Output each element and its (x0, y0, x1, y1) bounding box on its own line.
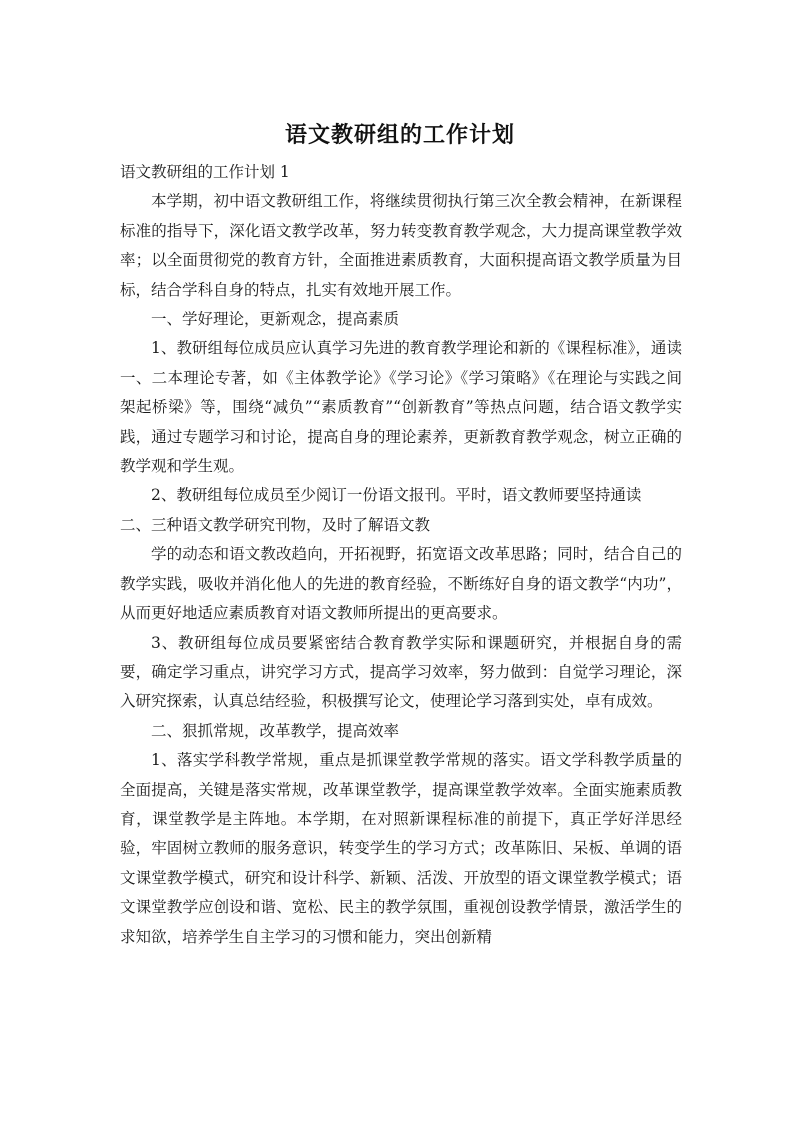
paragraph-1-2: 2、教研组每位成员至少阅订一份语文报刊。平时，语文教师要坚持通读 (151, 486, 642, 505)
document-body (120, 158, 682, 952)
document-title: 语文教研组的工作计划 (284, 123, 515, 148)
paragraph-intro: 本学期，初中语文教研组工作，将继续贯彻执行第三次全教会精神，在新课程标准的指导下，深化语文教学改革，努力转变教育教学观念，大力提高课堂教学效率；以全面贯彻党的教育方针，全面推进素质教育，大面积提高语文教学质量为目标，结合学科自身的特点，扎实有效地开展工作。 (120, 192, 682, 299)
section-heading-1: 一、学好理论，更新观念，提高素质 (151, 310, 400, 329)
document-subtitle: 语文教研组的工作计划 1 (120, 163, 290, 181)
paragraph-1-1: 1、教研组每位成员应认真学习先进的教育教学理论和新的《课程标准》，通读一、二本理论专著，如《主体教学论》《学习论》《学习策略》《在理论与实践之间架起桥梁》等，围绕“减负”“素质教育”“创新教育”等热点问题，结合语文教学实践，通过专题学习和讨论，提高自身的理论素养，更新教育教学观念，树立正确的教学观和学生观。 (120, 339, 682, 476)
paragraph-1-3: 3、教研组每位成员要紧密结合教育教学实际和课题研究，并根据自身的需要，确定学习重点，讲究学习方式，提高学习效率，努力做到：自觉学习理论，深入研究探索，认真总结经验，积极撰写论文，使理论学习落到实处，卓有成效。 (120, 633, 682, 711)
paragraph-2-1: 1、落实学科教学常规，重点是抓课堂教学常规的落实。语文学科教学质量的全面提高，关键是落实常规，改革课堂教学，提高课堂教学效率。全面实施素质教育，课堂教学是主阵地。本学期，在对照新课程标准的前提下，真正学好洋思经验，牢固树立教师的服务意识，转变学生的学习方式；改革陈旧、呆板、单调的语文课堂教学模式，研究和设计科学、新颖、活泼、开放型的语文课堂教学模式；语文课堂教学应创设和谐、宽松、民主的教学氛围，重视创设教学情景，激活学生的求知欲，培养学生自主学习的习惯和能力，突出创新精 (120, 751, 682, 946)
paragraph-1-2-continued: 二、三种语文教学研究刊物，及时了解语文教 (120, 515, 431, 534)
paragraph-1-2-body: 学的动态和语文教改趋向，开拓视野，拓宽语文改革思路；同时，结合自己的教学实践，吸收并消化他人的先进的教育经验，不断练好自身的语文教学“内功”，从而更好地适应素质教育对语文教师所提出的更高要求。 (120, 545, 682, 623)
section-heading-2: 二、狠抓常规，改革教学，提高效率 (151, 721, 400, 740)
